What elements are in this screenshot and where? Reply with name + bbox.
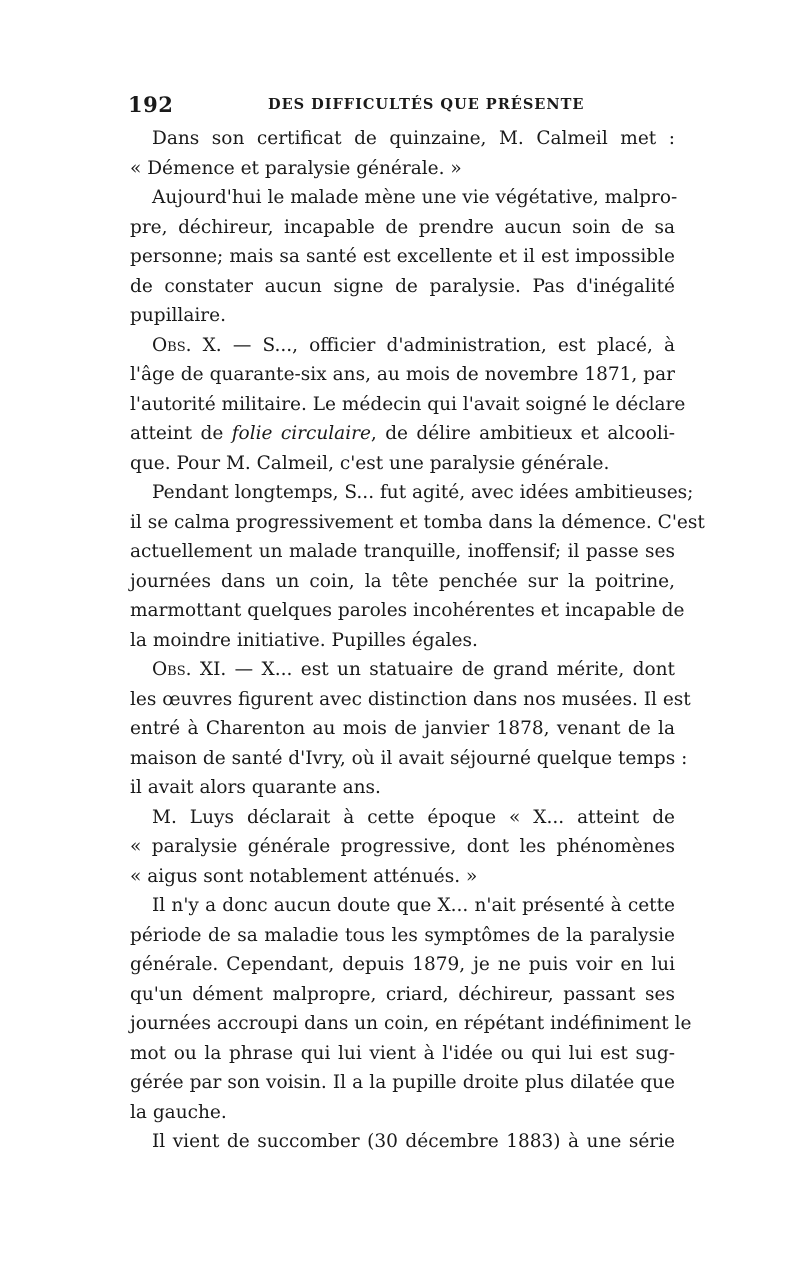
text-segment: personne; mais sa santé est excellente et il est impossible: [130, 246, 675, 267]
text-segment: la moindre initiative. Pupilles égales.: [130, 629, 478, 651]
text-segment: gérée par son voisin. Il a la pupille droite plus dilatée que: [130, 1072, 675, 1093]
text-segment: Dans son certificat de quinzaine, M. Calmeil met :: [152, 128, 675, 149]
text-line: [130, 950, 675, 980]
text-segment: , de délire ambitieux et alcooli-: [370, 423, 675, 444]
body-text: [130, 124, 705, 1157]
text-line: [130, 419, 675, 449]
text-segment: journées dans un coin, la tête penchée sur la poitrine,: [130, 570, 675, 592]
text-line: [130, 1039, 675, 1069]
text-line: [130, 832, 675, 862]
text-line: [130, 1127, 675, 1157]
text-segment: journées accroupi dans un coin, en répétant indéfiniment le: [130, 1013, 692, 1034]
text-line: [130, 360, 675, 390]
text-line: [130, 862, 675, 892]
text-line: [130, 744, 688, 774]
text-segment: il avait alors quarante ans.: [130, 777, 381, 798]
text-segment: période de sa maladie tous les symptômes de la paralysie: [130, 924, 675, 946]
text-segment: M. Luys déclarait à cette époque « X... atteint de: [152, 806, 675, 828]
text-segment: qu'un dément malpropre, criard, déchireur, passant ses: [130, 983, 675, 1005]
text-segment: que. Pour M. Calmeil, c'est une paralysie générale.: [130, 452, 610, 474]
text-segment: « paralysie générale progressive, dont les phénomènes: [130, 836, 675, 857]
text-line: [130, 714, 675, 744]
text-segment: — X... est un statuaire de grand mérite, dont: [226, 659, 675, 680]
text-line: [130, 183, 678, 213]
text-line: [130, 154, 675, 184]
text-line: [130, 449, 675, 479]
text-segment: de constater aucun signe de paralysie. Pas d'inégalité: [130, 275, 675, 297]
text-segment: la gauche.: [130, 1101, 227, 1123]
text-segment: « Démence et paralysie générale. »: [130, 157, 462, 179]
text-line: [130, 508, 705, 538]
text-segment: Il n'y a donc aucun doute que X... n'ait présenté à cette: [152, 895, 675, 916]
text-segment: mot ou la phrase qui lui vient à l'idée ou qui lui est sug-: [130, 1042, 675, 1064]
text-segment: pupillaire.: [130, 305, 226, 326]
text-segment: pre, déchireur, incapable de prendre aucun soin de sa: [130, 216, 675, 238]
text-segment: marmottant quelques paroles incohérentes et incapable de: [130, 600, 685, 621]
page-header: [128, 92, 673, 118]
text-line: [130, 980, 675, 1010]
text-line: [130, 1009, 692, 1039]
text-segment: Aujourd'hui le malade mène une vie végétative, malpro-: [152, 187, 678, 208]
italic-term: folie circulaire: [231, 423, 371, 444]
text-segment: générale. Cependant, depuis 1879, je ne puis voir en lui: [130, 954, 675, 975]
text-line: [130, 390, 686, 420]
text-segment: — S..., officier d'administration, est placé, à: [221, 334, 675, 356]
text-segment: les œuvres figurent avec distinction dans nos musées. Il est: [130, 688, 691, 710]
text-line: [130, 921, 675, 951]
text-line: [130, 655, 675, 685]
running-head: DES DIFFICULTÉS QUE PRÉSENTE: [268, 96, 585, 113]
text-line: [130, 331, 675, 361]
text-segment: Il vient de succomber (30 décembre 1883) à une série: [152, 1131, 675, 1152]
text-segment: entré à Charenton au mois de janvier 1878, venant de la: [130, 718, 675, 739]
observation-label: Obs. XI.: [152, 659, 227, 680]
text-segment: il se calma progressivement et tomba dans la démence. C'est: [130, 511, 705, 533]
text-segment: « aigus sont notablement atténués. »: [130, 865, 478, 887]
text-line: [130, 891, 675, 921]
text-segment: l'autorité militaire. Le médecin qui l'avait soigné le déclare: [130, 393, 686, 415]
observation-label: Obs. X.: [152, 334, 222, 356]
text-line: [130, 803, 675, 833]
text-segment: maison de santé d'Ivry, où il avait séjourné quelque temps :: [130, 747, 688, 769]
text-line: [130, 773, 675, 803]
text-line: [130, 685, 691, 715]
text-line: [130, 213, 675, 243]
text-line: [130, 478, 694, 508]
text-line: [130, 567, 675, 597]
page-number: 192: [128, 92, 174, 117]
text-line: [130, 626, 675, 656]
text-line: [130, 596, 685, 626]
text-line: [130, 272, 675, 302]
text-line: [130, 1068, 675, 1098]
text-line: [130, 301, 675, 331]
text-segment: Pendant longtemps, S... fut agité, avec idées ambitieuses;: [152, 482, 694, 503]
text-line: [130, 537, 675, 567]
text-segment: atteint de: [130, 423, 232, 444]
text-segment: l'âge de quarante-six ans, au mois de novembre 1871, par: [130, 364, 675, 385]
text-line: [130, 242, 675, 272]
text-segment: actuellement un malade tranquille, inoffensif; il passe ses: [130, 541, 675, 562]
text-line: [130, 124, 675, 154]
text-line: [130, 1098, 675, 1128]
